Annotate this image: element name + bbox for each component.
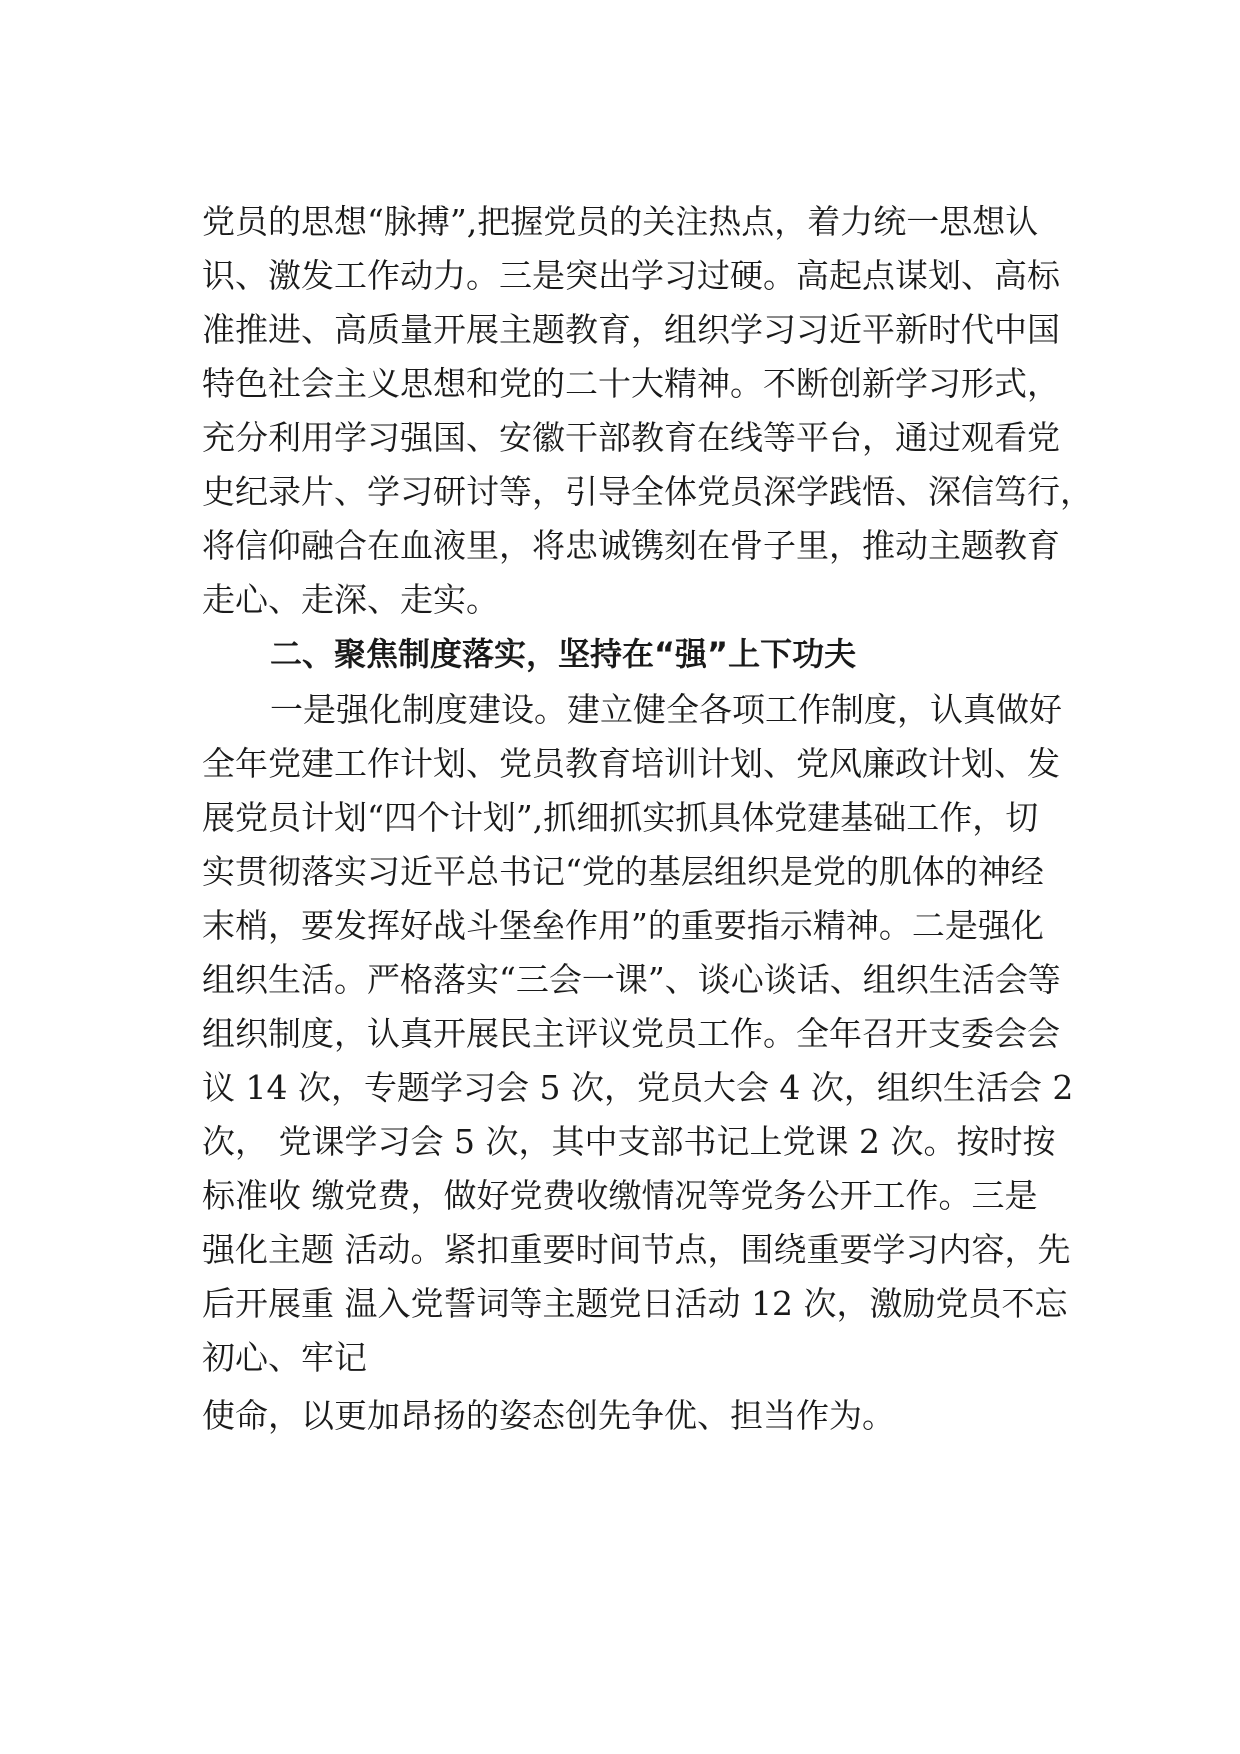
paragraph-line: 一是强化制度建设。建立健全各项工作制度，认真做好 <box>270 690 1062 729</box>
paragraph-line: 全年党建工作计划、党员教育培训计划、党风廉政计划、发 <box>202 744 1060 783</box>
paragraph-line: 组织制度，认真开展民主评议党员工作。全年召开支委会会 <box>202 1014 1060 1053</box>
paragraph-line: 次， 党课学习会 5 次，其中支部书记上党课 2 次。按时按 <box>202 1122 1056 1161</box>
paragraph-line: 初心、牢记 <box>202 1338 367 1377</box>
paragraph-line: 组织生活。严格落实“三会一课”、谈心谈话、组织生活会等 <box>202 960 1061 999</box>
paragraph-line: 将信仰融合在血液里，将忠诚镌刻在骨子里，推动主题教育 <box>202 526 1060 565</box>
paragraph-line: 准推进、高质量开展主题教育，组织学习习近平新时代中国 <box>202 310 1060 349</box>
paragraph-line: 使命，以更加昂扬的姿态创先争优、担当作为。 <box>202 1396 895 1435</box>
paragraph-line: 展党员计划“四个计划”,抓细抓实抓具体党建基础工作，切 <box>202 798 1039 837</box>
paragraph-line: 特色社会主义思想和党的二十大精神。不断创新学习形式， <box>202 364 1060 403</box>
paragraph-line: 史纪录片、学习研讨等，引导全体党员深学践悟、深信笃行， <box>202 472 1093 511</box>
paragraph-line: 强化主题 活动。紧扣重要时间节点，围绕重要学习内容，先 <box>202 1230 1071 1269</box>
paragraph-line: 充分利用学习强国、安徽干部教育在线等平台，通过观看党 <box>202 418 1060 457</box>
paragraph-line: 议 14 次，专题学习会 5 次，党员大会 4 次，组织生活会 2 <box>202 1068 1074 1107</box>
paragraph-line: 标准收 缴党费，做好党费收缴情况等党务公开工作。三是 <box>202 1176 1038 1215</box>
paragraph-line: 走心、走深、走实。 <box>202 580 499 619</box>
paragraph-line: 实贯彻落实习近平总书记“党的基层组织是党的肌体的神经 <box>202 852 1044 891</box>
section-heading: 二、聚焦制度落实，坚持在“强”上下功夫 <box>270 635 857 673</box>
paragraph-line: 后开展重 温入党誓词等主题党日活动 12 次，激励党员不忘 <box>202 1284 1068 1323</box>
paragraph-line: 识、激发工作动力。三是突出学习过硬。高起点谋划、高标 <box>202 256 1060 295</box>
paragraph-line: 党员的思想“脉搏”,把握党员的关注热点，着力统一思想认 <box>202 202 1039 241</box>
paragraph-line: 末梢，要发挥好战斗堡垒作用”的重要指示精神。二是强化 <box>202 906 1044 945</box>
